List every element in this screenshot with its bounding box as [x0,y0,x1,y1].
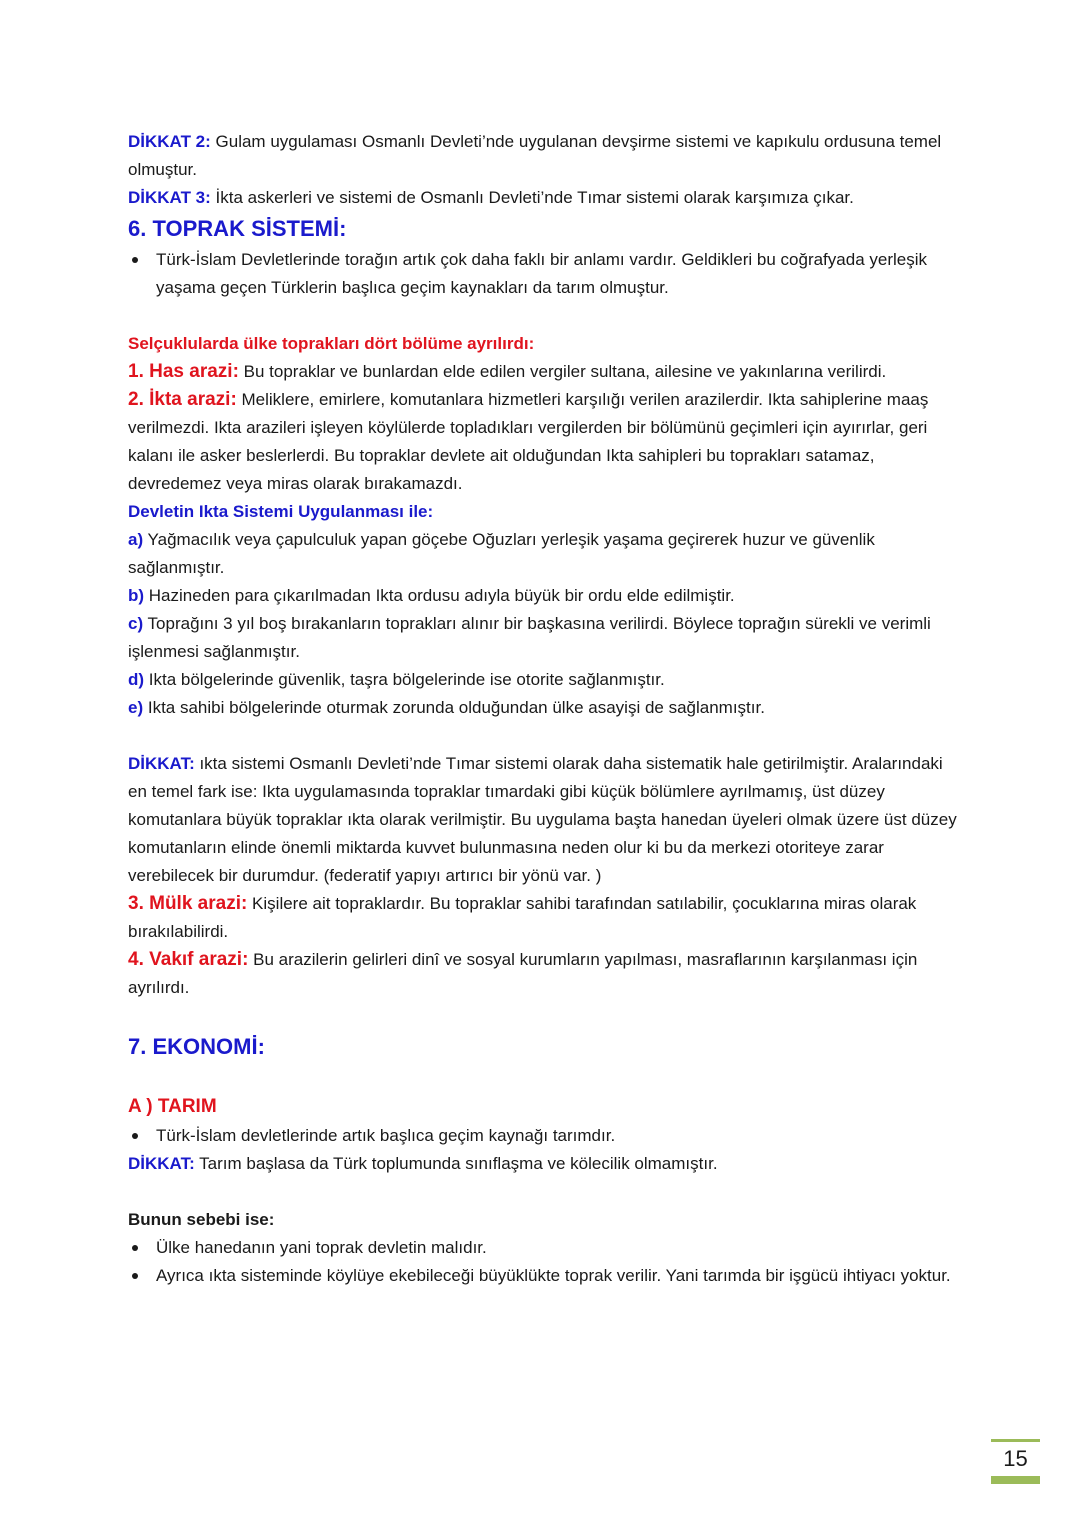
bullet-icon [132,1273,138,1279]
bullet-item: Ayrıca ıkta sisteminde köylüye ekebileceği büyüklükte toprak verilir. Yani tarımda bir işgücü ihtiyacı yoktur. [128,1262,958,1290]
land-item-mulk: 3. Mülk arazi: Kişilere ait topraklardır. Bu topraklar sahibi tarafından satılabilir, çocuklarına miras olarak bırakılabilirdi. [128,893,917,941]
land-item-vakif: 4. Vakıf arazi: Bu arazilerin gelirleri dinî ve sosyal kurumların yapılması, masraflarının karşılanması için ayrılırdı. [128,949,918,997]
dikkat-2-note [128,128,958,184]
land-item-ikta: 2. İkta arazi: Meliklere, emirlere, komutanlara hizmetleri karşılığı verilen arazilerdir. Ikta sahiplerine maaş verilmezdi. Ikta arazileri işleyen köylülerde topladıkları vergilerden bir bölümünü geçimleri için ayırırlar, geri kalanı ile asker beslerlerdi. Bu topraklar devlete ait olduğundan Ikta sahipleri bu toprakları satamaz, devredemez veya miras olarak bırakamazdı. [128,389,929,493]
subsection-tarim-title: A ) TARIM [128,1096,217,1117]
ikta-item-a: a) Yağmacılık veya çapulculuk yapan göçebe Oğuzları yerleşik yaşama geçirerek huzur ve güvenlik sağlanmıştır. [128,530,875,577]
document-page [128,128,958,1290]
dikkat-timar-note: DİKKAT: ıkta sistemi Osmanlı Devleti’nde Tımar sistemi olarak daha sistematik hale getirilmiştir. Aralarındaki en temel fark ise: Ikta uygulamasında topraklar tımardaki gibi küçük bölümlere ayrılmamış, üst düzey komutanlara büyük topraklar ıkta olarak verilmiştir. Bu uygulama başta hanedan üyeleri olmak üzere üst düzey komutanların elinde önemli miktarda kuvvet bulunmasına neden olur ki bu da merkezi otoriteye zarar verebilecek bir durumdur. (federatif yapıyı artırıcı bir yönü var. ) [128,754,957,885]
note-text: Gulam uygulaması Osmanlı Devleti’nde uygulanan devşirme sistemi ve kapıkulu ordusuna temel olmuştur. [128,132,942,179]
note-text: İkta askerleri ve sistemi de Osmanlı Devleti’nde Tımar sistemi olarak karşımıza çıkar. [210,188,854,207]
land-item-has: 1. Has arazi: Bu topraklar ve bunlardan elde edilen vergiler sultana, ailesine ve yakınlarına verilirdi. [128,361,887,382]
dikkat-tarim-note: DİKKAT: Tarım başlasa da Türk toplumunda sınıflaşma ve kölecilik olmamıştır. [128,1154,718,1173]
dikkat-3-note [128,184,958,212]
ikta-item-b: b) Hazineden para çıkarılmadan Ikta ordusu adıyla büyük bir ordu elde edilmiştir. [128,586,735,605]
ikta-item-d: d) Ikta bölgelerinde güvenlik, taşra bölgelerinde ise otorite sağlanmıştır. [128,670,665,689]
page-number-bottom-rule [991,1476,1040,1484]
bullet-icon [132,1133,138,1139]
section-6-title: 6. TOPRAK SİSTEMİ: [128,216,347,241]
reason-heading: Bunun sebebi ise: [128,1210,275,1229]
ikta-item-e: e) Ikta sahibi bölgelerinde oturmak zorunda olduğundan ülke asayişi de sağlanmıştır. [128,698,765,717]
bullet-icon [132,257,138,263]
page-number: 15 [991,1439,1040,1484]
bullet-item: Ülke hanedanın yani toprak devletin malıdır. [128,1234,958,1262]
ikta-item-c: c) Toprağını 3 yıl boş bırakanların toprakları alınır bir başkasına verilirdi. Böylece toprağın sürekli ve verimli işlenmesi sağlanmıştır. [128,614,931,661]
dikkat-label: DİKKAT 3: [128,188,211,207]
land-division-subtitle: Selçuklularda ülke toprakları dört bölüme ayrılırdı: [128,334,535,353]
ikta-system-heading: Devletin Ikta Sistemi Uygulanması ile: [128,502,434,521]
bullet-item: Türk-İslam devletlerinde artık başlıca geçim kaynağı tarımdır. [128,1122,958,1150]
bullet-icon [132,1245,138,1251]
bullet-item: Türk-İslam Devletlerinde torağın artık çok daha faklı bir anlamı vardır. Geldikleri bu coğrafyada yerleşik yaşama geçen Türklerin başlıca geçim kaynakları da tarım olmuştur. [128,246,958,302]
dikkat-label: DİKKAT 2: [128,132,211,151]
section-7-title: 7. EKONOMİ: [128,1034,265,1059]
